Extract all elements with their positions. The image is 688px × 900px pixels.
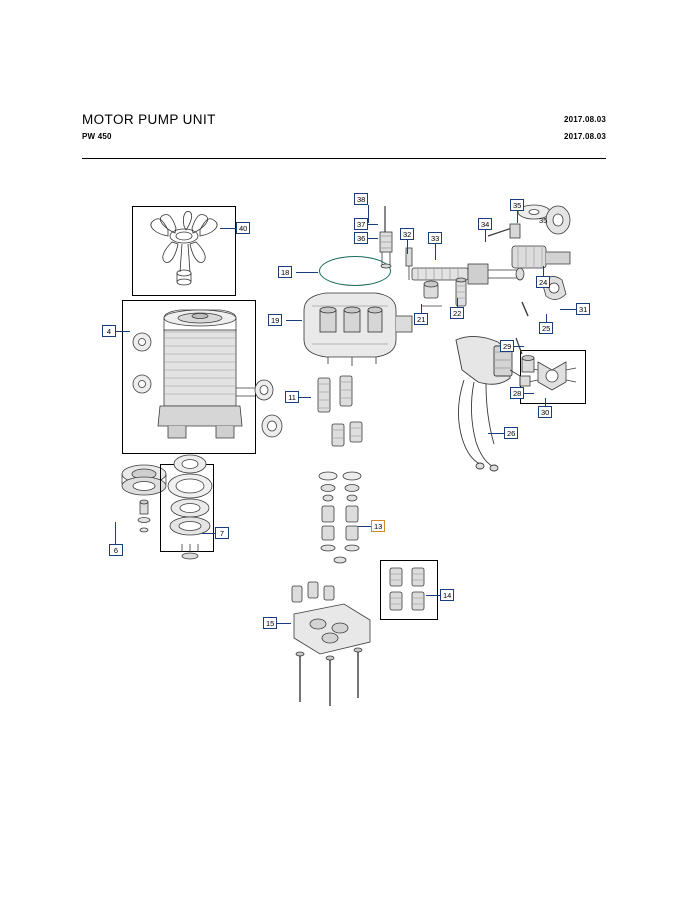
- leader-19: [286, 320, 302, 321]
- leader-40: [220, 228, 236, 229]
- leader-35a: [517, 211, 518, 223]
- callout-18[interactable]: 18: [278, 266, 292, 278]
- fan-impeller-graphic: [138, 210, 230, 290]
- callout-38[interactable]: 38: [354, 193, 368, 205]
- header-divider: [82, 158, 606, 159]
- callout-29[interactable]: 29: [500, 340, 514, 352]
- callout-13[interactable]: 13: [371, 520, 385, 532]
- date-primary: 2017.08.03: [563, 115, 606, 124]
- callout-24[interactable]: 24: [536, 276, 550, 288]
- leader-37: [368, 224, 378, 225]
- hose-harness-26-graphic: [434, 330, 544, 480]
- document-header: [82, 112, 606, 158]
- callout-15[interactable]: 15: [263, 617, 277, 629]
- callout-31[interactable]: 31: [576, 303, 590, 315]
- leader-18: [296, 272, 318, 273]
- callout-34[interactable]: 34: [478, 218, 492, 230]
- fittings-11-graphic: [306, 368, 376, 458]
- date-secondary: 2017.08.03: [563, 132, 606, 141]
- callout-40[interactable]: 40: [236, 222, 250, 234]
- exploded-parts-diagram: [82, 170, 606, 730]
- callout-19[interactable]: 19: [268, 314, 282, 326]
- leader-21: [421, 304, 422, 313]
- callout-11[interactable]: 11: [285, 391, 299, 403]
- leader-15: [277, 623, 291, 624]
- leader-24: [543, 266, 544, 276]
- leader-29: [514, 346, 524, 347]
- leader-33: [435, 244, 436, 260]
- leader-36: [368, 238, 378, 239]
- leader-32: [407, 240, 408, 254]
- callout-30[interactable]: 30: [538, 406, 552, 418]
- leader-7: [202, 533, 215, 534]
- callout-21[interactable]: 21: [414, 313, 428, 325]
- leader-34: [485, 230, 486, 242]
- callout-14[interactable]: 14: [440, 589, 454, 601]
- leader-14: [426, 595, 440, 596]
- leader-11: [299, 397, 311, 398]
- leader-6: [115, 522, 116, 544]
- callout-32[interactable]: 32: [400, 228, 414, 240]
- leader-28: [524, 393, 534, 394]
- valve-group-14-graphic: [382, 562, 434, 616]
- callout-7[interactable]: 7: [215, 527, 229, 539]
- callout-22[interactable]: 22: [450, 307, 464, 319]
- leader-25: [546, 314, 547, 322]
- callout-26[interactable]: 26: [504, 427, 518, 439]
- callout-37[interactable]: 37: [354, 218, 368, 230]
- pump-head-19-graphic: [292, 280, 422, 370]
- model-label: PW 450: [82, 132, 112, 141]
- callout-35-a[interactable]: 35: [510, 199, 524, 211]
- callout-36[interactable]: 36: [354, 232, 368, 244]
- leader-13: [358, 526, 371, 527]
- callout-25[interactable]: 25: [539, 322, 553, 334]
- seal-group-7-graphic: [162, 452, 220, 562]
- leader-22: [457, 298, 458, 307]
- valve-kit-13-graphic: [308, 470, 378, 570]
- valve-plate-15-graphic: [278, 580, 388, 710]
- leader-30: [545, 398, 546, 406]
- label-35-secondary: 35: [539, 216, 548, 225]
- leader-31: [560, 309, 576, 310]
- callout-33[interactable]: 33: [428, 232, 442, 244]
- callout-28[interactable]: 28: [510, 387, 524, 399]
- leader-26: [488, 433, 504, 434]
- page-title: MOTOR PUMP UNIT: [82, 112, 216, 127]
- callout-6[interactable]: 6: [109, 544, 123, 556]
- leader-4: [116, 331, 130, 332]
- callout-4[interactable]: 4: [102, 325, 116, 337]
